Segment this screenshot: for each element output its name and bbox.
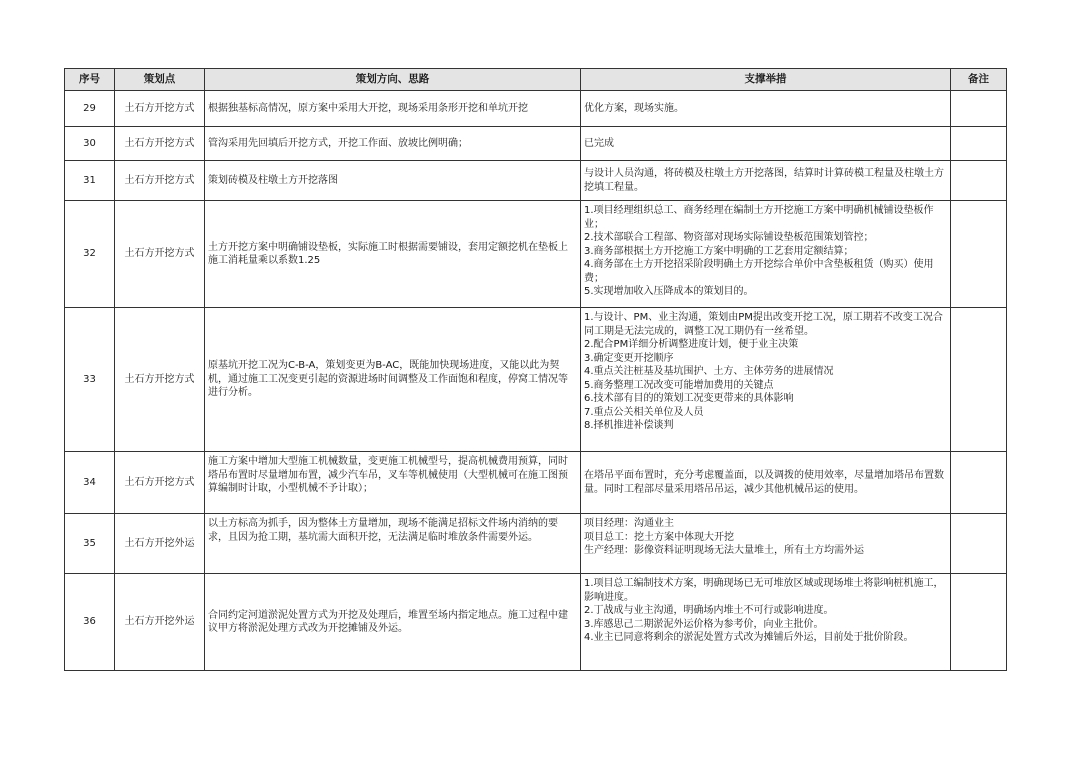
row-number: 30 — [65, 127, 115, 161]
row-number: 32 — [65, 201, 115, 308]
table-row — [65, 127, 1007, 161]
support-line: 1.项目经理组织总工、商务经理在编制土方开挖施工方案中明确机械铺设垫板作业； — [584, 205, 934, 230]
plan-table — [64, 68, 1007, 671]
support-measures — [581, 514, 951, 574]
table-row — [65, 574, 1007, 671]
remark-cell — [951, 308, 1007, 452]
planning-direction: 策划砖模及柱墩土方开挖落图 — [205, 161, 581, 201]
support-measures — [581, 91, 951, 127]
support-line: 5.商务整理工况改变可能增加费用的关键点 — [584, 379, 774, 391]
header-direction: 策划方向、思路 — [205, 69, 581, 91]
support-line: 8.择机推进补偿谈判 — [584, 420, 674, 431]
planning-direction: 原基坑开挖工况为C-B-A，策划变更为B-AC，既能加快现场进度，又能以此为契机，通过施工工况变更引起的资源进场时间调整及工作面饱和程度，停窝工情况等进行分析。 — [205, 308, 581, 452]
header-no: 序号 — [65, 69, 115, 91]
row-number: 33 — [65, 308, 115, 452]
support-line: 6.技术部有目的的策划工况变更带来的具体影响 — [584, 393, 794, 404]
support-line: 4.业主已同意将剩余的淤泥处置方式改为摊铺后外运，目前处于批价阶段。 — [584, 632, 914, 643]
support-line: 与设计人员沟通，将砖模及柱墩土方开挖落图，结算时计算砖模工程量及柱墩土方挖填工程量。 — [584, 168, 944, 193]
plan-body — [65, 91, 1007, 671]
planning-direction: 根据独基标高情况，原方案中采用大开挖，现场采用条形开挖和单坑开挖 — [205, 91, 581, 127]
planning-point: 土石方开挖方式 — [115, 91, 205, 127]
planning-direction: 管沟采用先回填后开挖方式，开挖工作面、放坡比例明确； — [205, 127, 581, 161]
row-number: 36 — [65, 574, 115, 671]
planning-point: 土石方开挖方式 — [115, 452, 205, 514]
support-measures — [581, 127, 951, 161]
header-remark: 备注 — [951, 69, 1007, 91]
planning-direction: 土方开挖方案中明确铺设垫板，实际施工时根据需要铺设，套用定额挖机在垫板上施工消耗量乘以系数1.25 — [205, 201, 581, 308]
table-row — [65, 161, 1007, 201]
support-measures — [581, 161, 951, 201]
support-measures — [581, 452, 951, 514]
support-line: 3.确定变更开挖顺序 — [584, 352, 674, 364]
table-row — [65, 201, 1007, 308]
planning-direction: 以土方标高为抓手，因为整体土方量增加，现场不能满足招标文件场内消纳的要求，且因为抢工期，基坑需大面积开挖，无法满足临时堆放条件需要外运。 — [205, 514, 581, 574]
planning-point: 土石方开挖外运 — [115, 574, 205, 671]
remark-cell — [951, 514, 1007, 574]
remark-cell — [951, 574, 1007, 671]
table-row — [65, 308, 1007, 452]
support-line: 2.配合PM详细分析调整进度计划，便于业主决策 — [584, 339, 799, 350]
planning-direction: 施工方案中增加大型施工机械数量，变更施工机械型号，提高机械费用预算，同时塔吊布置时尽量增加布置，减少汽车吊，叉车等机械使用（大型机械可在施工图预算编制时计取，小型机械不予计取）； — [205, 452, 581, 514]
support-line: 4.重点关注桩基及基坑围护、土方、主体劳务的进展情况 — [584, 366, 834, 377]
remark-cell — [951, 161, 1007, 201]
support-measures — [581, 201, 951, 308]
planning-direction: 合同约定河道淤泥处置方式为开挖及处理后，堆置至场内指定地点。施工过程中建议甲方将淤泥处理方式改为开挖摊铺及外运。 — [205, 574, 581, 671]
planning-point: 土石方开挖方式 — [115, 161, 205, 201]
support-line: 生产经理：影像资料证明现场无法大量堆土，所有土方均需外运 — [584, 545, 864, 556]
planning-point: 土石方开挖方式 — [115, 308, 205, 452]
header-row — [65, 69, 1007, 91]
row-number: 35 — [65, 514, 115, 574]
support-line: 2.技术部联合工程部、物资部对现场实际铺设垫板范围策划管控； — [584, 232, 874, 243]
table-row — [65, 452, 1007, 514]
row-number: 31 — [65, 161, 115, 201]
remark-cell — [951, 201, 1007, 308]
table-row — [65, 514, 1007, 574]
support-line: 4.商务部在土方开挖招采阶段明确土方开挖综合单价中含垫板租赁（购买）使用费； — [584, 259, 934, 284]
support-line: 项目总工：挖土方案中体现大开挖 — [584, 531, 734, 543]
header-support: 支撑举措 — [581, 69, 951, 91]
support-line: 5.实现增加收入压降成本的策划目的。 — [584, 286, 754, 297]
remark-cell — [951, 127, 1007, 161]
support-line: 1.与设计、PM、业主沟通，策划由PM提出改变开挖工况，原工期若不改变工况合同工期是无法完成的，调整工况工期仍有一丝希望。 — [584, 312, 943, 337]
support-line: 优化方案，现场实施。 — [584, 102, 684, 114]
support-line: 2.丁战成与业主沟通，明确场内堆土不可行或影响进度。 — [584, 605, 834, 616]
support-line: 1.项目总工编制技术方案，明确现场已无可堆放区域或现场堆土将影响桩机施工，影响进度。 — [584, 578, 944, 603]
row-number: 29 — [65, 91, 115, 127]
planning-point: 土石方开挖方式 — [115, 201, 205, 308]
support-measures — [581, 574, 951, 671]
remark-cell — [951, 91, 1007, 127]
remark-cell — [951, 452, 1007, 514]
planning-point: 土石方开挖外运 — [115, 514, 205, 574]
planning-point: 土石方开挖方式 — [115, 127, 205, 161]
support-line: 3.库感思己二期淤泥外运价格为参考价，向业主批价。 — [584, 618, 824, 630]
row-number: 34 — [65, 452, 115, 514]
support-line: 3.商务部根据土方开挖施工方案中明确的工艺套用定额结算； — [584, 245, 854, 257]
header-point: 策划点 — [115, 69, 205, 91]
table-row — [65, 91, 1007, 127]
support-line: 在塔吊平面布置时，充分考虑覆盖面，以及调拨的使用效率，尽量增加塔吊布置数量。同时工程部尽量采用塔吊吊运，减少其他机械吊运的使用。 — [584, 470, 944, 495]
support-measures — [581, 308, 951, 452]
support-line: 7.重点公关相关单位及人员 — [584, 406, 704, 418]
support-line: 已完成 — [584, 137, 614, 149]
support-line: 项目经理：沟通业主 — [584, 518, 674, 529]
